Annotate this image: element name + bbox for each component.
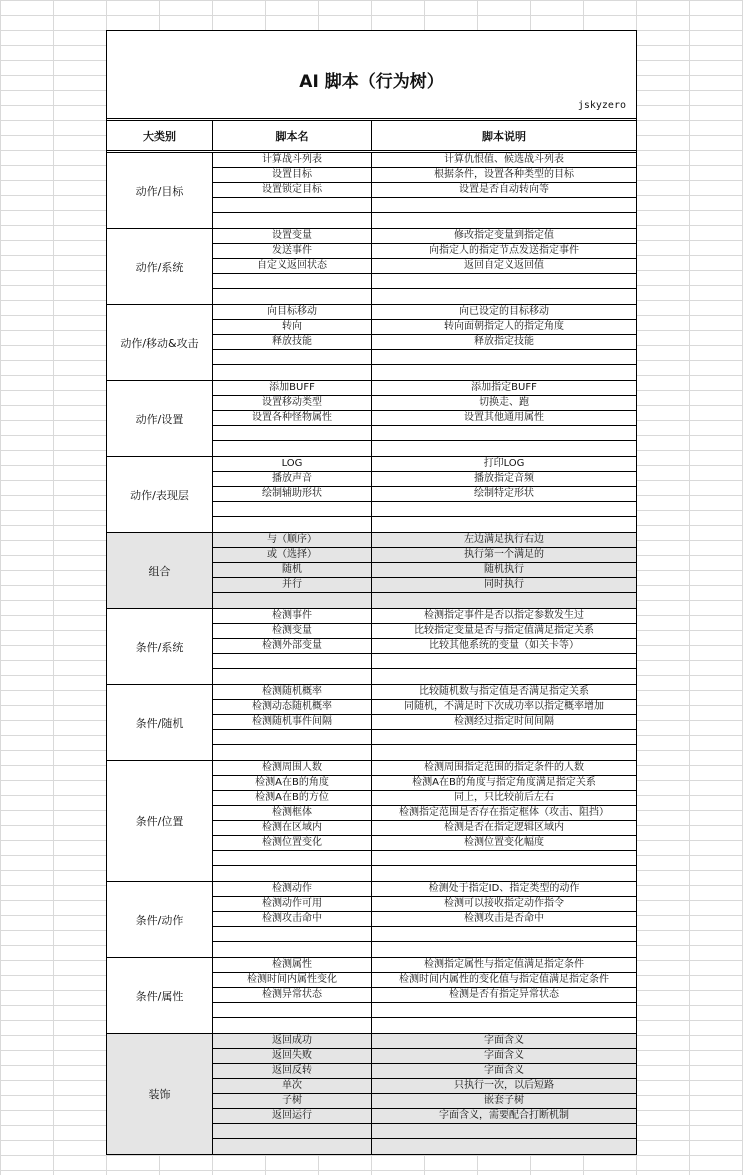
description-cell[interactable] bbox=[372, 350, 636, 364]
description-cell[interactable]: 字面含义 bbox=[484, 1050, 524, 1061]
category-group bbox=[107, 229, 636, 305]
table-row bbox=[213, 669, 636, 684]
table-row bbox=[213, 973, 636, 988]
script-name-cell[interactable] bbox=[213, 198, 372, 212]
description-cell[interactable]: 设置是否自动转向等 bbox=[459, 184, 549, 195]
script-name-cell[interactable]: 返回运行 bbox=[213, 1109, 372, 1123]
script-name-cell[interactable]: 播放声音 bbox=[213, 472, 372, 486]
script-name-cell[interactable]: 自定义返回状态 bbox=[213, 259, 372, 273]
script-name-cell[interactable]: 检测外部变量 bbox=[213, 639, 372, 653]
description-cell[interactable]: 字面含义 bbox=[484, 1035, 524, 1046]
script-name-cell[interactable]: 检测随机事件间隔 bbox=[213, 715, 372, 729]
script-name-cell[interactable] bbox=[213, 1003, 372, 1017]
script-name-cell[interactable] bbox=[213, 654, 372, 668]
script-name-cell[interactable] bbox=[213, 593, 372, 608]
script-table bbox=[106, 30, 637, 1155]
description-cell[interactable] bbox=[372, 1139, 636, 1154]
script-name-cell[interactable] bbox=[213, 213, 372, 228]
table-row bbox=[213, 441, 636, 456]
description-cell[interactable]: 检测时间内属性的变化值与指定值满足指定条件 bbox=[399, 974, 609, 985]
description-cell[interactable] bbox=[372, 1018, 636, 1033]
script-name-cell[interactable]: 单次 bbox=[213, 1079, 372, 1093]
table-row bbox=[213, 685, 636, 700]
description-cell[interactable]: 只执行一次，以后短路 bbox=[454, 1080, 554, 1091]
table-row bbox=[213, 426, 636, 441]
description-cell[interactable]: 播放指定音频 bbox=[474, 473, 534, 484]
category-cell[interactable]: 组合 bbox=[107, 533, 213, 608]
table-row bbox=[213, 897, 636, 912]
description-cell[interactable]: 转向面朝指定人的指定角度 bbox=[444, 321, 564, 332]
description-cell[interactable]: 设置其他通用属性 bbox=[464, 412, 544, 423]
description-cell[interactable]: 向指定人的指定节点发送指定事件 bbox=[429, 245, 579, 256]
script-name-cell[interactable] bbox=[213, 350, 372, 364]
table-row bbox=[213, 168, 636, 183]
table-row bbox=[213, 1109, 636, 1124]
script-name-cell[interactable]: 检测动作可用 bbox=[213, 897, 372, 911]
script-name-cell[interactable]: 释放技能 bbox=[213, 335, 372, 349]
table-row bbox=[213, 548, 636, 563]
table-row bbox=[213, 198, 636, 213]
title-area bbox=[107, 31, 636, 121]
script-name-cell[interactable] bbox=[213, 1124, 372, 1138]
table-row bbox=[213, 578, 636, 593]
table-row bbox=[213, 1094, 636, 1109]
description-cell[interactable]: 检测可以接收指定动作指令 bbox=[444, 898, 564, 909]
script-name-cell[interactable]: 或（选择） bbox=[213, 548, 372, 562]
table-row bbox=[213, 517, 636, 532]
script-name-cell[interactable]: 检测框体 bbox=[213, 806, 372, 820]
description-cell[interactable] bbox=[372, 365, 636, 380]
table-row bbox=[213, 213, 636, 228]
table-row bbox=[213, 639, 636, 654]
category-group bbox=[107, 153, 636, 229]
script-name-cell[interactable]: 向目标移动 bbox=[213, 305, 372, 319]
table-row bbox=[213, 396, 636, 411]
description-cell[interactable] bbox=[372, 942, 636, 957]
script-name-cell[interactable] bbox=[213, 517, 372, 532]
description-cell[interactable]: 检测周围指定范围的指定条件的人数 bbox=[424, 762, 584, 773]
description-cell[interactable]: 执行第一个满足的 bbox=[464, 549, 544, 560]
header-category: 大类别 bbox=[107, 121, 213, 150]
description-cell[interactable]: 检测是否有指定异常状态 bbox=[449, 989, 559, 1000]
description-cell[interactable] bbox=[372, 730, 636, 744]
script-name-cell[interactable]: 返回反转 bbox=[213, 1064, 372, 1078]
table-row bbox=[213, 866, 636, 881]
script-name-cell[interactable]: 并行 bbox=[213, 578, 372, 592]
category-cell[interactable]: 动作/目标 bbox=[107, 153, 213, 228]
category-cell[interactable]: 动作/系统 bbox=[107, 229, 213, 304]
table-row bbox=[213, 320, 636, 335]
description-cell[interactable]: 字面含义，需要配合打断机制 bbox=[439, 1110, 569, 1121]
description-cell[interactable] bbox=[372, 866, 636, 881]
category-cell[interactable]: 动作/设置 bbox=[107, 381, 213, 456]
description-cell[interactable]: 检测位置变化幅度 bbox=[464, 837, 544, 848]
table-row bbox=[213, 289, 636, 304]
script-name-cell[interactable]: 设置移动类型 bbox=[213, 396, 372, 410]
script-name-cell[interactable] bbox=[213, 289, 372, 304]
script-name-cell[interactable]: 检测异常状态 bbox=[213, 988, 372, 1002]
table-body bbox=[107, 153, 636, 1154]
description-cell[interactable] bbox=[372, 1124, 636, 1138]
script-name-cell[interactable]: 检测变量 bbox=[213, 624, 372, 638]
script-name-cell[interactable]: 检测动作 bbox=[213, 882, 372, 896]
description-cell[interactable]: 修改指定变量到指定值 bbox=[454, 230, 554, 241]
description-cell[interactable] bbox=[372, 593, 636, 608]
description-cell[interactable] bbox=[372, 517, 636, 532]
table-row bbox=[213, 274, 636, 289]
table-row bbox=[213, 700, 636, 715]
description-cell[interactable]: 检测指定属性与指定值满足指定条件 bbox=[424, 959, 584, 970]
description-cell[interactable]: 嵌套子树 bbox=[484, 1095, 524, 1106]
table-row bbox=[213, 927, 636, 942]
description-cell[interactable]: 检测A在B的角度与指定角度满足指定关系 bbox=[412, 777, 596, 788]
category-cell[interactable]: 动作/移动&攻击 bbox=[107, 305, 213, 380]
script-name-cell[interactable]: 计算战斗列表 bbox=[213, 153, 372, 167]
description-cell[interactable] bbox=[372, 213, 636, 228]
description-cell[interactable] bbox=[372, 745, 636, 760]
category-group bbox=[107, 685, 636, 761]
description-cell[interactable] bbox=[372, 1003, 636, 1017]
table-row bbox=[213, 305, 636, 320]
script-name-cell[interactable]: 检测周围人数 bbox=[213, 761, 372, 775]
document-title: AI 脚本（行为树） bbox=[299, 72, 444, 92]
script-name-cell[interactable] bbox=[213, 502, 372, 516]
script-name-cell[interactable]: 返回失败 bbox=[213, 1049, 372, 1063]
description-cell[interactable]: 比较指定变量是否与指定值满足指定关系 bbox=[414, 625, 594, 636]
table-row bbox=[213, 745, 636, 760]
table-row bbox=[213, 411, 636, 426]
description-cell[interactable]: 向已设定的目标移动 bbox=[459, 306, 549, 317]
description-cell[interactable]: 检测是否在指定逻辑区域内 bbox=[444, 822, 564, 833]
script-name-cell[interactable]: 子树 bbox=[213, 1094, 372, 1108]
table-row bbox=[213, 229, 636, 244]
description-cell[interactable]: 同上，只比较前后左右 bbox=[454, 792, 554, 803]
table-row bbox=[213, 942, 636, 957]
description-cell[interactable]: 切换走、跑 bbox=[479, 397, 529, 408]
script-name-cell[interactable]: 检测时间内属性变化 bbox=[213, 973, 372, 987]
header-script-name: 脚本名 bbox=[213, 121, 372, 150]
table-row bbox=[213, 350, 636, 365]
table-row bbox=[213, 882, 636, 897]
script-name-cell[interactable]: 检测位置变化 bbox=[213, 836, 372, 850]
script-name-cell[interactable] bbox=[213, 426, 372, 440]
category-group bbox=[107, 533, 636, 609]
table-row bbox=[213, 761, 636, 776]
group-rows bbox=[213, 305, 636, 380]
header-description: 脚本说明 bbox=[482, 129, 526, 143]
script-name-cell[interactable]: 设置各种怪物属性 bbox=[213, 411, 372, 425]
category-cell[interactable]: 条件/随机 bbox=[107, 685, 213, 760]
description-cell[interactable] bbox=[372, 669, 636, 684]
table-row bbox=[213, 654, 636, 669]
description-cell[interactable]: 检测攻击是否命中 bbox=[464, 913, 544, 924]
script-name-cell[interactable] bbox=[213, 866, 372, 881]
description-cell[interactable]: 比较其他系统的变量（如关卡等） bbox=[429, 640, 579, 651]
table-row bbox=[213, 821, 636, 836]
category-cell[interactable]: 条件/动作 bbox=[107, 882, 213, 957]
script-name-cell[interactable] bbox=[213, 365, 372, 380]
script-name-cell[interactable]: 随机 bbox=[213, 563, 372, 577]
table-row bbox=[213, 183, 636, 198]
category-cell[interactable]: 动作/表现层 bbox=[107, 457, 213, 532]
author-label: jskyzero bbox=[577, 100, 626, 111]
table-row bbox=[213, 791, 636, 806]
group-rows bbox=[213, 153, 636, 228]
description-cell[interactable] bbox=[372, 274, 636, 288]
description-cell[interactable]: 字面含义 bbox=[484, 1065, 524, 1076]
script-name-cell[interactable]: 检测A在B的角度 bbox=[213, 776, 372, 790]
group-rows bbox=[213, 457, 636, 532]
table-row bbox=[213, 609, 636, 624]
script-name-cell[interactable]: 检测攻击命中 bbox=[213, 912, 372, 926]
script-name-cell[interactable]: 发送事件 bbox=[213, 244, 372, 258]
table-row bbox=[213, 1064, 636, 1079]
table-row bbox=[213, 1034, 636, 1049]
group-rows bbox=[213, 1034, 636, 1154]
script-name-cell[interactable]: LOG bbox=[213, 457, 372, 471]
table-row bbox=[213, 259, 636, 274]
table-row bbox=[213, 472, 636, 487]
description-cell[interactable]: 打印LOG bbox=[483, 458, 525, 469]
description-cell[interactable]: 检测指定事件是否以指定参数发生过 bbox=[424, 610, 584, 621]
description-cell[interactable] bbox=[372, 927, 636, 941]
group-rows bbox=[213, 761, 636, 881]
category-group bbox=[107, 609, 636, 685]
table-row bbox=[213, 958, 636, 973]
description-cell[interactable] bbox=[372, 851, 636, 865]
group-rows bbox=[213, 685, 636, 760]
description-cell[interactable]: 检测处于指定ID、指定类型的动作 bbox=[428, 883, 580, 894]
category-group bbox=[107, 761, 636, 882]
description-cell[interactable]: 释放指定技能 bbox=[474, 336, 534, 347]
description-cell[interactable] bbox=[372, 289, 636, 304]
script-name-cell[interactable] bbox=[213, 851, 372, 865]
table-row bbox=[213, 836, 636, 851]
table-row bbox=[213, 153, 636, 168]
group-rows bbox=[213, 609, 636, 684]
group-rows bbox=[213, 882, 636, 957]
script-name-cell[interactable] bbox=[213, 927, 372, 941]
script-name-cell[interactable]: 检测在区域内 bbox=[213, 821, 372, 835]
description-cell[interactable] bbox=[372, 198, 636, 212]
script-name-cell[interactable] bbox=[213, 441, 372, 456]
table-row bbox=[213, 1049, 636, 1064]
table-row bbox=[213, 365, 636, 380]
script-name-cell[interactable] bbox=[213, 730, 372, 744]
script-name-cell[interactable]: 检测A在B的方位 bbox=[213, 791, 372, 805]
table-row bbox=[213, 457, 636, 472]
table-row bbox=[213, 806, 636, 821]
script-name-cell[interactable]: 设置目标 bbox=[213, 168, 372, 182]
table-row bbox=[213, 624, 636, 639]
script-name-cell[interactable] bbox=[213, 1139, 372, 1154]
script-name-cell[interactable] bbox=[213, 942, 372, 957]
table-row bbox=[213, 912, 636, 927]
script-name-cell[interactable]: 绘制辅助形状 bbox=[213, 487, 372, 501]
script-name-cell[interactable] bbox=[213, 669, 372, 684]
table-row bbox=[213, 533, 636, 548]
group-rows bbox=[213, 533, 636, 608]
group-rows bbox=[213, 958, 636, 1033]
table-row bbox=[213, 730, 636, 745]
category-group bbox=[107, 958, 636, 1034]
category-cell[interactable]: 条件/属性 bbox=[107, 958, 213, 1033]
table-row bbox=[213, 715, 636, 730]
description-cell[interactable] bbox=[372, 654, 636, 668]
category-cell[interactable]: 条件/系统 bbox=[107, 609, 213, 684]
group-rows bbox=[213, 229, 636, 304]
table-row bbox=[213, 244, 636, 259]
category-group bbox=[107, 305, 636, 381]
script-name-cell[interactable]: 检测事件 bbox=[213, 609, 372, 623]
description-cell[interactable]: 添加指定BUFF bbox=[471, 382, 537, 393]
script-name-cell[interactable]: 检测属性 bbox=[213, 958, 372, 972]
description-cell[interactable]: 检测指定范围是否存在指定框体（攻击、阻挡） bbox=[399, 807, 609, 818]
table-row bbox=[213, 487, 636, 502]
description-cell[interactable]: 左边满足执行右边 bbox=[464, 534, 544, 545]
description-cell[interactable]: 根据条件，设置各种类型的目标 bbox=[434, 169, 574, 180]
script-name-cell[interactable] bbox=[213, 1018, 372, 1033]
description-cell[interactable]: 返回自定义返回值 bbox=[464, 260, 544, 271]
table-row bbox=[213, 335, 636, 350]
table-row bbox=[213, 1124, 636, 1139]
table-row bbox=[213, 563, 636, 578]
description-cell[interactable]: 计算仇恨值、候选战斗列表 bbox=[444, 154, 564, 165]
table-row bbox=[213, 1079, 636, 1094]
description-cell[interactable]: 比较随机数与指定值是否满足指定关系 bbox=[419, 686, 589, 697]
table-row bbox=[213, 1018, 636, 1033]
script-name-cell[interactable]: 设置变量 bbox=[213, 229, 372, 243]
description-cell[interactable] bbox=[372, 441, 636, 456]
group-rows bbox=[213, 381, 636, 456]
table-row bbox=[213, 593, 636, 608]
description-cell[interactable]: 绘制特定形状 bbox=[474, 488, 534, 499]
category-cell[interactable]: 装饰 bbox=[107, 1034, 213, 1154]
script-name-cell[interactable]: 与（顺序） bbox=[213, 533, 372, 547]
description-cell[interactable]: 检测经过指定时间间隔 bbox=[454, 716, 554, 727]
table-row bbox=[213, 1003, 636, 1018]
script-name-cell[interactable]: 添加BUFF bbox=[213, 381, 372, 395]
script-name-cell[interactable]: 设置锁定目标 bbox=[213, 183, 372, 197]
script-name-cell[interactable]: 检测随机概率 bbox=[213, 685, 372, 699]
script-name-cell[interactable] bbox=[213, 274, 372, 288]
description-cell[interactable]: 随机执行 bbox=[484, 564, 524, 575]
description-cell[interactable]: 同时执行 bbox=[484, 579, 524, 590]
description-cell[interactable] bbox=[372, 426, 636, 440]
table-row bbox=[213, 502, 636, 517]
description-cell[interactable]: 同随机，不满足时下次成功率以指定概率增加 bbox=[404, 701, 604, 712]
script-name-cell[interactable] bbox=[213, 745, 372, 760]
table-row bbox=[213, 1139, 636, 1154]
table-row bbox=[213, 988, 636, 1003]
table-row bbox=[213, 851, 636, 866]
table-header bbox=[107, 121, 636, 153]
category-group bbox=[107, 882, 636, 958]
category-cell[interactable]: 条件/位置 bbox=[107, 761, 213, 881]
category-group bbox=[107, 457, 636, 533]
script-name-cell[interactable]: 转向 bbox=[213, 320, 372, 334]
script-name-cell[interactable]: 返回成功 bbox=[213, 1034, 372, 1048]
script-name-cell[interactable]: 检测动态随机概率 bbox=[213, 700, 372, 714]
description-cell[interactable] bbox=[372, 502, 636, 516]
table-row bbox=[213, 381, 636, 396]
category-group bbox=[107, 1034, 636, 1154]
table-row bbox=[213, 776, 636, 791]
category-group bbox=[107, 381, 636, 457]
